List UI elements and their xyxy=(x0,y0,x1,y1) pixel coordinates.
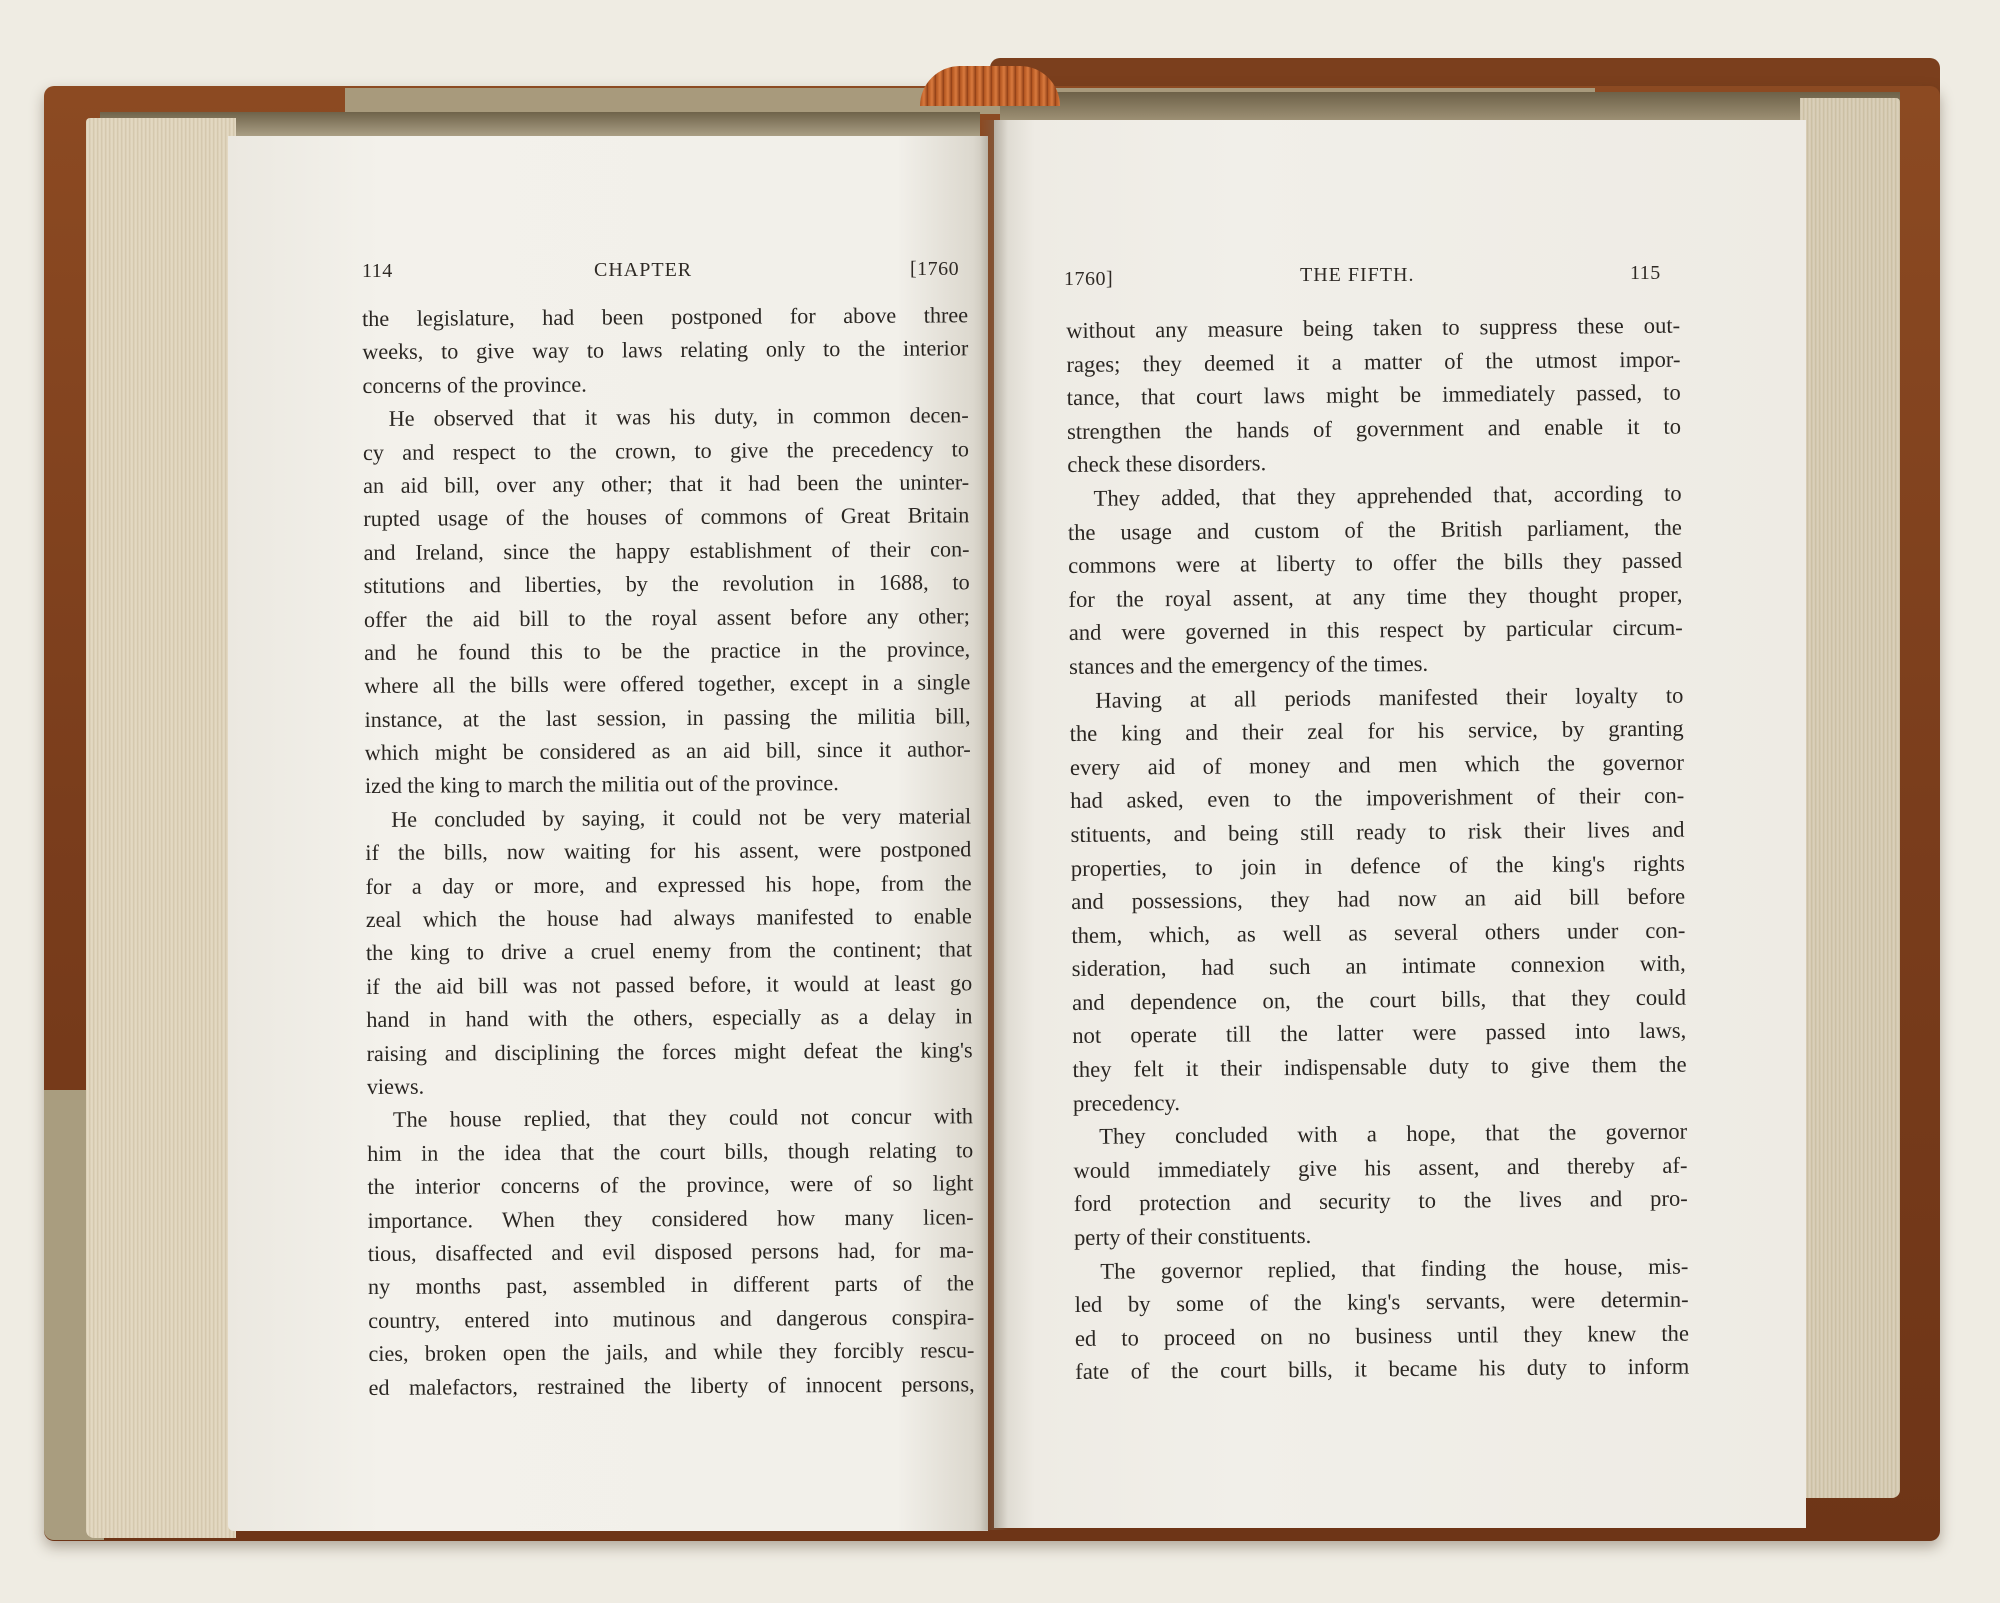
text-line: led by some of the king's servants, were determin- xyxy=(1074,1286,1689,1318)
text-line: stances and the emergency of the times. xyxy=(1068,650,1429,679)
left-running-title: CHAPTER xyxy=(594,259,693,281)
text-line: sideration, had such an intimate connexion with, xyxy=(1071,950,1686,982)
left-running-year: [1760 xyxy=(910,258,960,280)
text-line: views. xyxy=(366,1073,425,1099)
text-line: without any measure being taken to suppress these out- xyxy=(1066,312,1681,343)
page-edge-top-right xyxy=(1000,92,1900,122)
text-line: hand in hand with the others, especially as a delay in xyxy=(366,1003,973,1033)
text-line: the legislature, had been postponed for above three xyxy=(362,302,969,331)
text-line: They added, that they apprehended that, according to xyxy=(1093,480,1682,511)
text-line: instance, at the last session, in passing the militia bill, xyxy=(364,702,971,732)
text-line: The governor replied, that finding the house, mis- xyxy=(1100,1253,1689,1284)
text-line: stituents, and being still ready to risk their lives and xyxy=(1070,816,1685,847)
text-line: zeal which the house had always manifested to enable xyxy=(365,903,972,933)
text-line: and were governed in this respect by particular circum- xyxy=(1068,614,1683,646)
text-line: He observed that it was his duty, in common decen- xyxy=(388,402,969,432)
text-line: concerns of the province. xyxy=(362,371,587,398)
text-line: precedency. xyxy=(1072,1089,1181,1116)
text-line: ed malefactors, restrained the liberty of innocent persons, xyxy=(368,1370,975,1400)
text-line: not operate till the latter were passed into laws, xyxy=(1072,1018,1687,1049)
text-line: they felt it their indispensable duty to give them the xyxy=(1072,1051,1687,1083)
text-line: the interior concerns of the province, were of so light xyxy=(367,1170,974,1200)
text-line: tance, that court laws might be immediately passed, to xyxy=(1066,379,1681,411)
text-line: which might be considered as an aid bill, since it author- xyxy=(364,736,971,766)
text-line: ford protection and security to the lives and pro- xyxy=(1073,1186,1688,1217)
text-line: country, entered into mutinous and dangerous conspira- xyxy=(368,1303,975,1333)
gutter-shadow xyxy=(980,120,1008,1530)
text-line: for a day or more, and expressed his hope, from the xyxy=(365,869,972,899)
text-line: if the aid bill was not passed before, it would at least go xyxy=(366,970,973,999)
right-running-title: THE FIFTH. xyxy=(1300,264,1415,286)
text-line: importance. When they considered how many licen- xyxy=(367,1203,974,1233)
text-line: offer the aid bill to the royal assent before any other; xyxy=(363,602,971,632)
text-line: for the royal assent, at any time they thought proper, xyxy=(1068,581,1683,612)
text-line: and he found this to be the practice in the province, xyxy=(364,636,971,665)
text-line: where all the bills were offered together, except in a single xyxy=(364,669,971,699)
text-line: every aid of money and men which the governor xyxy=(1069,749,1685,780)
text-line: check these disorders. xyxy=(1067,450,1267,478)
text-line: ed to proceed on no business until they knew the xyxy=(1074,1320,1690,1351)
page-edge-left xyxy=(86,118,236,1538)
text-line: stitutions and liberties, by the revolution in 1688, to xyxy=(363,569,970,599)
right-running-year: 1760] xyxy=(1064,268,1114,290)
text-line: ny months past, assembled in different parts of the xyxy=(367,1270,975,1300)
text-line: them, which, as well as several others under con- xyxy=(1071,917,1686,948)
text-line: would immediately give his assent, and thereby af- xyxy=(1073,1152,1688,1183)
text-line: the usage and custom of the British parliament, the xyxy=(1067,514,1682,545)
text-line: fate of the court bills, it became his duty to inform xyxy=(1075,1354,1690,1385)
text-line: had asked, even to the impoverishment of their con- xyxy=(1070,782,1685,814)
right-page-body xyxy=(1066,309,1689,1389)
text-line: ized the king to march the militia out of the province. xyxy=(364,770,839,799)
book-spine-headband xyxy=(920,66,1060,106)
text-line: and dependence on, the court bills, that they could xyxy=(1071,984,1687,1015)
text-line: Having at all periods manifested their loyalty to xyxy=(1095,682,1684,713)
text-line: strengthen the hands of government and enable it to xyxy=(1066,413,1682,444)
text-line: He concluded by saying, it could not be very material xyxy=(391,803,972,832)
text-line: weeks, to give way to laws relating only to the interior xyxy=(362,335,969,365)
page-edge-right xyxy=(1800,98,1900,1498)
text-line: raising and disciplining the forces might defeat the king's xyxy=(366,1036,973,1066)
text-line: properties, to join in defence of the king's rights xyxy=(1070,850,1685,881)
text-line: commons were at liberty to offer the bills they passed xyxy=(1068,547,1683,579)
text-line: an aid bill, over any other; that it had been the uninter- xyxy=(363,469,970,498)
text-line: and possessions, they had now an aid bill before xyxy=(1071,883,1686,915)
right-page-number: 115 xyxy=(1630,262,1661,284)
text-line: tious, disaffected and evil disposed persons had, for ma- xyxy=(367,1237,974,1266)
text-line: the king to drive a cruel enemy from the continent; that xyxy=(365,936,973,966)
text-line: cies, broken open the jails, and while they forcibly rescu- xyxy=(368,1337,975,1367)
text-line: rages; they deemed it a matter of the utmost impor- xyxy=(1066,346,1681,377)
text-line: perty of their constituents. xyxy=(1073,1222,1312,1250)
text-line: rupted usage of the houses of commons of Great Britain xyxy=(363,502,970,532)
text-line: cy and respect to the crown, to give the precedency to xyxy=(362,435,969,465)
text-line: the king and their zeal for his service, by granting xyxy=(1069,715,1684,747)
left-page-number: 114 xyxy=(362,260,393,282)
left-page-body xyxy=(362,298,975,1404)
text-line: They concluded with a hope, that the governor xyxy=(1099,1118,1688,1149)
text-line: him in the idea that the court bills, though relating to xyxy=(367,1137,974,1166)
text-line: and Ireland, since the happy establishment of their con- xyxy=(363,536,970,565)
text-line: if the bills, now waiting for his assent, were postponed xyxy=(365,836,972,866)
text-line: The house replied, that they could not concur with xyxy=(392,1103,974,1133)
